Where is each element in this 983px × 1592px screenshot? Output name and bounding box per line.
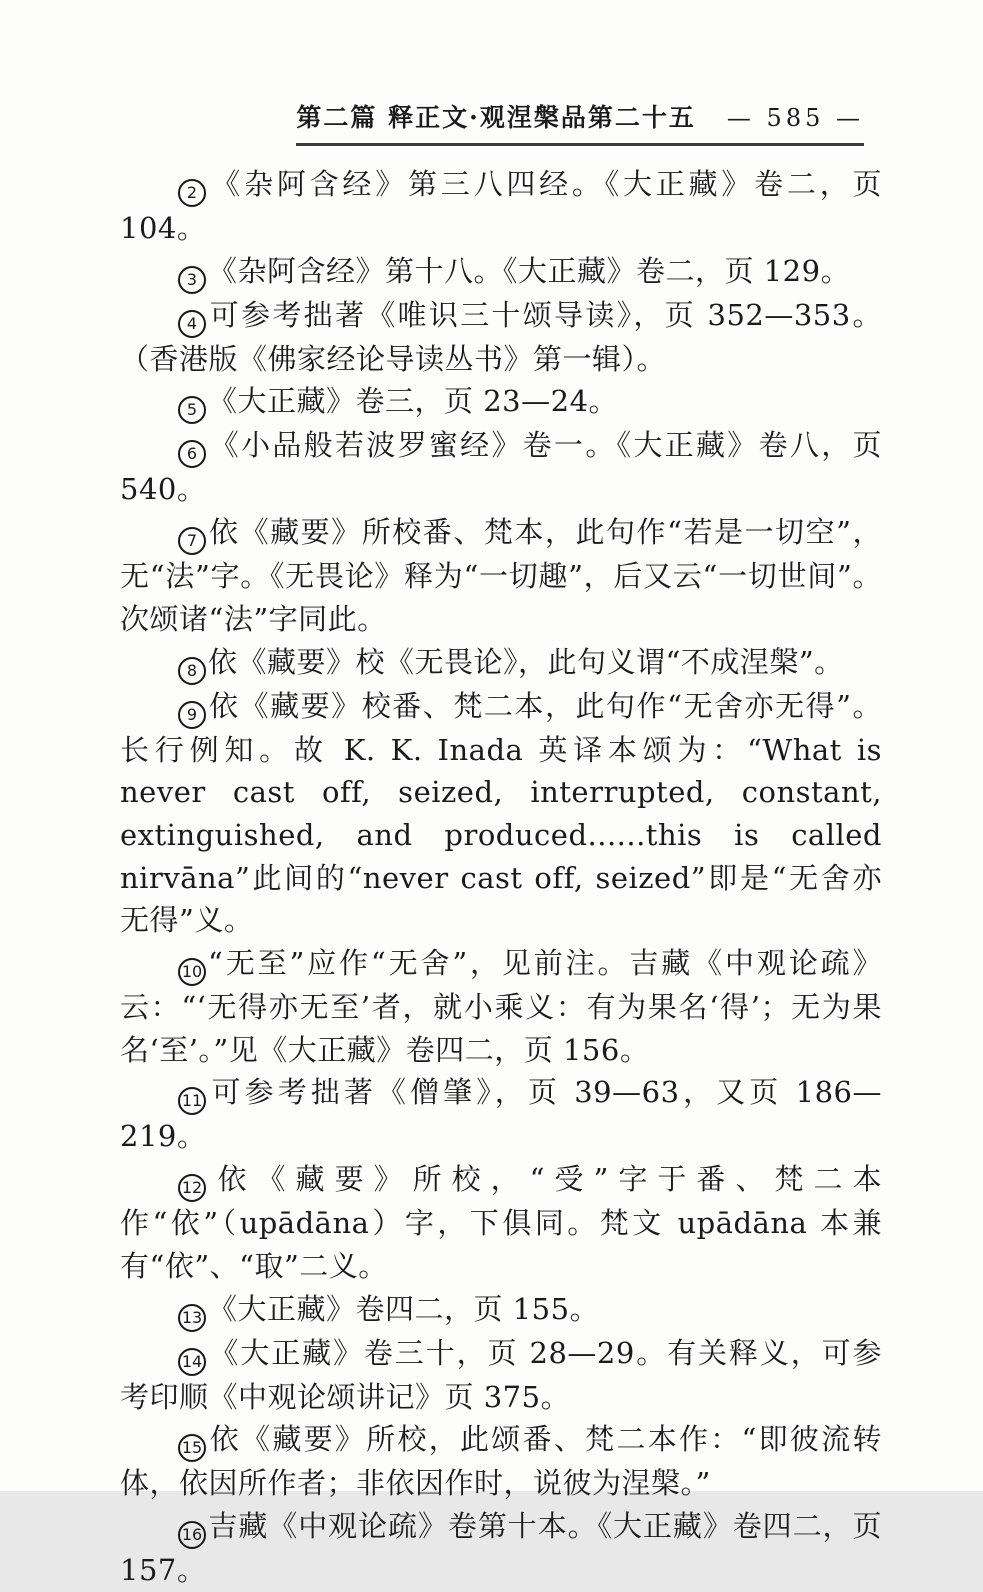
page-number: — 585 — [726, 104, 864, 132]
footnote-marker: 14 [178, 1348, 206, 1376]
footnote-item [120, 1158, 882, 1287]
footnote-item [120, 641, 882, 685]
footnote-text: 《小品般若波罗蜜经》卷一。《大正藏》卷八，页 540。 [120, 428, 882, 507]
running-head-rule [296, 98, 864, 146]
footnote-marker: 3 [178, 266, 206, 294]
footnote-marker: 12 [178, 1174, 206, 1202]
footnote-marker: 9 [178, 701, 206, 729]
footnote-marker: 15 [178, 1434, 206, 1462]
footnote-text: 依《藏要》所校，此颂番、梵二本作：“即彼流转体，依因所作者；非依因作时，说彼为涅槃。” [120, 1422, 882, 1501]
footnote-marker: 8 [178, 657, 206, 685]
endnotes-section [120, 163, 882, 1592]
footnote-item [120, 250, 882, 294]
footnote-marker: 13 [178, 1304, 206, 1332]
footnote-text: 《大正藏》卷三，页 23—24。 [208, 384, 619, 419]
footnote-item [120, 1418, 882, 1505]
footnote-text: 吉藏《中观论疏》卷第十本。《大正藏》卷四二，页 157。 [120, 1508, 882, 1587]
footnote-marker: 7 [178, 527, 206, 555]
footnote-text: 依《藏要》所校，“受”字于番、梵二本作“依”（upādāna）字，下俱同。梵文 upādāna 本兼有“依”、“取”二义。 [120, 1162, 882, 1283]
chapter-title: 第二篇 释正文·观涅槃品第二十五 [296, 103, 696, 132]
footnote-text: 《杂阿含经》第十八。《大正藏》卷二，页 129。 [208, 253, 851, 288]
footnote-marker: 11 [178, 1087, 206, 1115]
footnote-item [120, 685, 882, 943]
footnote-marker: 2 [178, 179, 206, 207]
footnote-text: 《杂阿含经》第三八四经。《大正藏》卷二，页 104。 [120, 167, 882, 245]
footnote-item [120, 163, 882, 250]
footnote-text: 《大正藏》卷三十，页 28—29。有关释义，可参考印顺《中观论颂讲记》页 375。 [120, 1335, 882, 1414]
footnote-item [120, 1505, 882, 1592]
footnote-item [120, 380, 882, 424]
footnote-text: 《大正藏》卷四二，页 155。 [208, 1291, 600, 1326]
footnote-marker: 10 [178, 958, 206, 986]
footnote-text: 可参考拙著《唯识三十颂导读》，页 352—353。（香港版《佛家经论导读丛书》第一辑）。 [120, 297, 882, 376]
footnote-item [120, 511, 882, 640]
footnote-item [120, 294, 882, 381]
footnote-item [120, 1288, 882, 1332]
footnote-item [120, 1071, 882, 1158]
footnote-text: “无至”应作“无舍”，见前注。吉藏《中观论疏》云：“‘无得亦无至’者，就小乘义：有为果名‘得’；无为果名‘至’。”见《大正藏》卷四二，页 156。 [120, 946, 882, 1067]
footnote-marker: 4 [178, 310, 206, 338]
footnote-item [120, 424, 882, 511]
footnote-marker: 5 [178, 396, 206, 424]
footnote-text: 依《藏要》校《无畏论》，此句义谓“不成涅槃”。 [208, 644, 844, 679]
footnote-item [120, 942, 882, 1071]
footnote-text: 可参考拙著《僧肇》，页 39—63，又页 186—219。 [120, 1075, 882, 1154]
footnote-text: 依《藏要》校番、梵二本，此句作“无舍亦无得”。长行例知。故 K. K. Inada 英译本颂为：“What is never cast off, seized, interrupted, constant, extinguished, and produced......this is called nirvāna”此间的“never cast off, seized”即是“无舍亦无得”义。 [120, 688, 882, 938]
footnote-marker: 16 [178, 1521, 206, 1549]
footnote-item [120, 1332, 882, 1419]
running-head [296, 98, 864, 146]
footnote-marker: 6 [178, 440, 206, 468]
footnote-text: 依《藏要》所校番、梵本，此句作“若是一切空”，无“法”字。《无畏论》释为“一切趣”，后又云“一切世间”。次颂诸“法”字同此。 [120, 515, 882, 636]
